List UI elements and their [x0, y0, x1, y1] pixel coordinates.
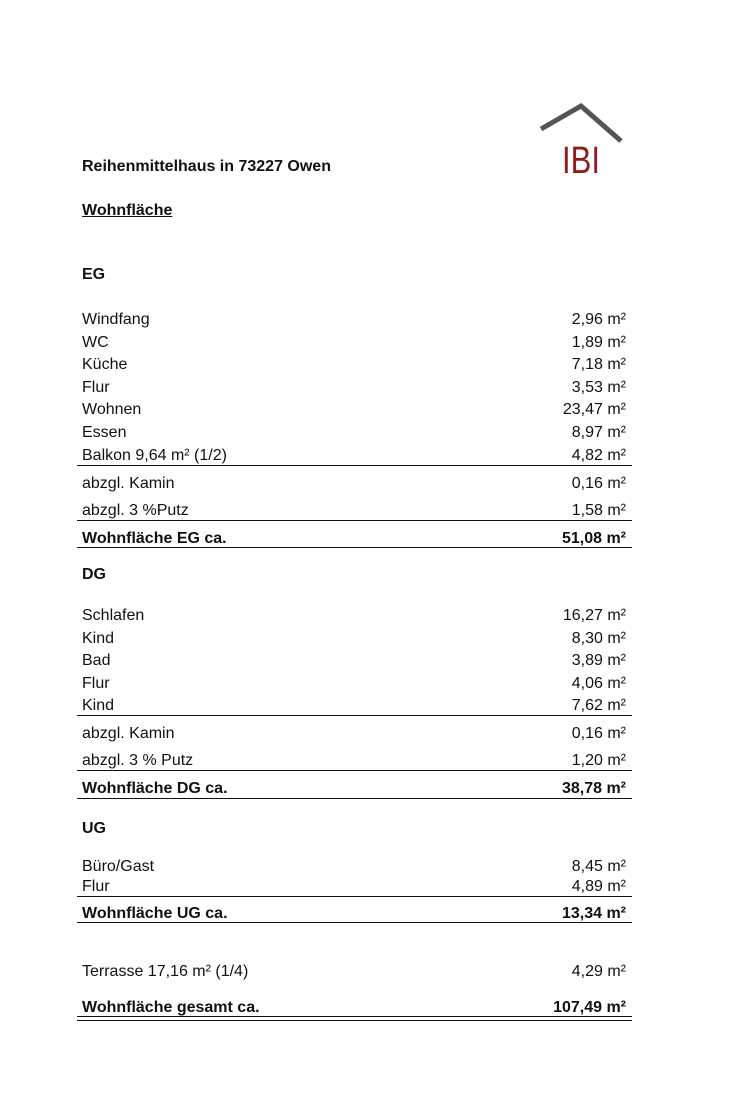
deduction-area: 0,16 m²	[571, 725, 626, 742]
roof-icon	[541, 106, 621, 141]
room-area: 8,97 m²	[571, 424, 626, 441]
room-area: 3,53 m²	[571, 379, 626, 396]
deduction-name: abzgl. Kamin	[82, 725, 175, 742]
grand-total-value: 107,49 m²	[553, 999, 626, 1016]
double-divider	[77, 1016, 632, 1021]
room-name: Essen	[82, 424, 127, 441]
deduction-name: abzgl. Kamin	[82, 475, 175, 492]
room-name: WC	[82, 334, 109, 351]
deduction-area: 1,58 m²	[571, 502, 626, 519]
floor-label-ug: UG	[82, 820, 106, 837]
room-area: 3,89 m²	[571, 652, 626, 669]
room-area: 8,30 m²	[571, 630, 626, 647]
divider	[77, 465, 632, 466]
room-area: 1,89 m²	[571, 334, 626, 351]
grand-total-label: Wohnfläche gesamt ca.	[82, 999, 260, 1016]
document-title: Reihenmittelhaus in 73227 Owen	[82, 158, 331, 175]
floor-total-value: 51,08 m²	[561, 530, 626, 547]
room-area: 7,18 m²	[571, 356, 626, 373]
deduction-name: abzgl. 3 % Putz	[82, 752, 194, 769]
divider	[77, 715, 632, 716]
room-area: 8,45 m²	[571, 858, 626, 875]
room-name: Bad	[82, 652, 111, 669]
room-name: Windfang	[82, 311, 150, 328]
room-name: Schlafen	[82, 607, 145, 624]
section-heading: Wohnfläche	[82, 202, 173, 219]
room-name: Wohnen	[82, 401, 142, 418]
divider	[77, 770, 632, 771]
room-name: Küche	[82, 356, 128, 373]
divider	[77, 922, 632, 923]
room-area: 4,06 m²	[571, 675, 626, 692]
room-name: Büro/Gast	[82, 858, 155, 875]
floor-total-value: 13,34 m²	[561, 905, 626, 922]
deduction-area: 1,20 m²	[571, 752, 626, 769]
floor-total-label: Wohnfläche EG ca.	[82, 530, 227, 547]
divider	[77, 798, 632, 799]
divider	[77, 520, 632, 521]
room-name: Flur	[82, 379, 110, 396]
floor-label-dg: DG	[82, 566, 106, 583]
room-name: Balkon 9,64 m² (1/2)	[82, 447, 227, 464]
deduction-name: abzgl. 3 %Putz	[82, 502, 189, 519]
room-name: Flur	[82, 675, 110, 692]
floor-total-value: 38,78 m²	[561, 780, 626, 797]
room-area: 2,96 m²	[571, 311, 626, 328]
room-name: Kind	[82, 630, 115, 647]
room-area: 4,82 m²	[571, 447, 626, 464]
divider	[77, 896, 632, 897]
floor-total-label: Wohnfläche UG ca.	[82, 905, 228, 922]
room-name: Flur	[82, 878, 110, 895]
room-area: 16,27 m²	[562, 607, 626, 624]
ibi-logo	[538, 103, 624, 177]
terrace-name: Terrasse 17,16 m² (1/4)	[82, 963, 249, 980]
logo-text: IBI	[562, 140, 600, 177]
floor-label-eg: EG	[82, 266, 106, 283]
room-area: 4,89 m²	[571, 878, 626, 895]
room-area: 23,47 m²	[562, 401, 626, 418]
room-area: 7,62 m²	[571, 697, 626, 714]
floor-total-label: Wohnfläche DG ca.	[82, 780, 228, 797]
room-name: Kind	[82, 697, 115, 714]
deduction-area: 0,16 m²	[571, 475, 626, 492]
terrace-area: 4,29 m²	[571, 963, 626, 980]
divider	[77, 547, 632, 548]
